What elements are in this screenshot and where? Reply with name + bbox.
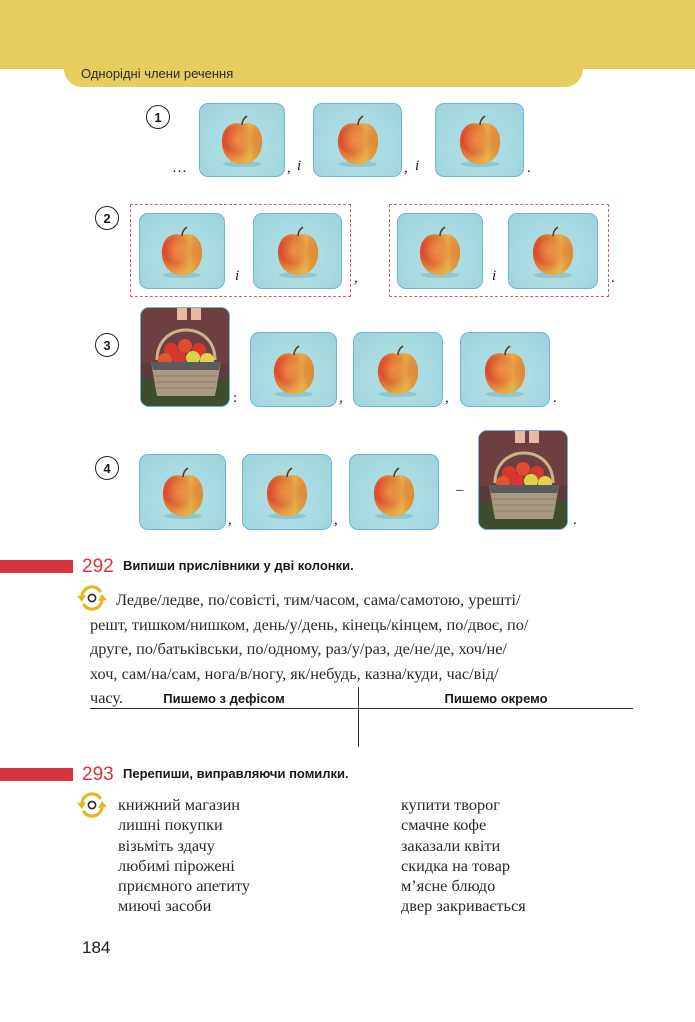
list-item: двер закривається xyxy=(401,896,526,916)
two-column-table xyxy=(90,687,633,747)
apple-card xyxy=(313,103,402,177)
basket-of-apples-icon xyxy=(141,308,230,407)
period: . xyxy=(611,270,615,286)
table-vertical-rule xyxy=(358,687,359,747)
basket-card xyxy=(478,430,568,530)
column-header-hyphenated: Пишемо з дефісом xyxy=(163,691,285,706)
apple-card xyxy=(508,213,598,289)
task-title: Перепиши, виправляючи помилки. xyxy=(123,766,349,781)
list-item: книжний магазин xyxy=(118,795,240,814)
conjunction-i: і xyxy=(297,158,302,174)
scheme-number-3: 3 xyxy=(95,333,119,357)
basket-card xyxy=(140,307,230,407)
comma: , xyxy=(445,390,449,406)
column-header-separate: Пишемо окремо xyxy=(444,691,548,706)
apple-icon xyxy=(271,344,317,398)
apple-card xyxy=(139,454,226,530)
list-item: смачне кофе xyxy=(401,815,487,835)
word-list-right xyxy=(401,795,526,917)
apple-icon xyxy=(530,225,576,279)
task-text-line: Ледве/ледве, по/совісті, тим/часом, сама/самотою, урешті/ xyxy=(116,590,521,609)
apple-icon xyxy=(375,344,421,398)
conjunction-i: і xyxy=(415,158,420,174)
list-item: скидка на товар xyxy=(401,855,510,875)
header-band xyxy=(0,0,695,69)
scheme-number-4: 4 xyxy=(95,456,119,480)
apple-icon xyxy=(482,344,528,398)
scheme-number-1: 1 xyxy=(146,105,170,129)
comma: , xyxy=(339,390,343,406)
period: . xyxy=(553,390,557,406)
apple-card xyxy=(435,103,524,177)
list-item: купити творог xyxy=(401,795,500,814)
apple-icon xyxy=(160,466,206,520)
apple-card xyxy=(242,454,332,530)
comma: , xyxy=(354,270,358,286)
comma: , xyxy=(287,160,291,176)
scheme-number-2: 2 xyxy=(95,206,119,230)
rewrite-icon xyxy=(76,584,108,612)
task-number: 293 xyxy=(82,764,114,785)
task-text-line: решт, тишком/нишком, день/у/день, кінець/кінцем, по/двоє, по/ xyxy=(90,614,529,634)
comma: , xyxy=(228,512,232,528)
conjunction-i: і xyxy=(492,268,497,284)
colon: : xyxy=(233,390,238,406)
basket-of-apples-icon xyxy=(479,431,568,530)
apple-card xyxy=(397,213,483,289)
ellipsis: … xyxy=(172,160,187,176)
comma: , xyxy=(404,160,408,176)
conjunction-i: і xyxy=(235,268,240,284)
apple-card xyxy=(250,332,337,407)
task-title: Випиши прислівники у дві колонки. xyxy=(123,558,354,573)
list-item: лишні покупки xyxy=(118,815,223,835)
period: . xyxy=(527,160,531,176)
dash: – xyxy=(456,482,464,498)
list-item: м’ясне блюдо xyxy=(401,876,496,896)
list-item: візьміть здачу xyxy=(118,835,215,855)
list-item: приємного апетиту xyxy=(118,876,251,896)
apple-icon xyxy=(264,466,310,520)
apple-card xyxy=(253,213,342,289)
apple-card xyxy=(199,103,285,177)
apple-icon xyxy=(417,225,463,279)
comma: , xyxy=(334,512,338,528)
list-item: заказали квіти xyxy=(401,835,501,855)
task-marker-bar xyxy=(0,560,73,573)
apple-card xyxy=(460,332,550,407)
apple-icon xyxy=(371,466,417,520)
apple-card xyxy=(349,454,439,530)
apple-icon xyxy=(335,114,381,168)
task-marker-bar xyxy=(0,768,73,781)
chapter-title: Однорідні члени речення xyxy=(81,66,234,81)
apple-icon xyxy=(219,114,265,168)
task-number: 292 xyxy=(82,556,114,577)
apple-icon xyxy=(159,225,205,279)
apple-icon xyxy=(457,114,503,168)
page-number: 184 xyxy=(82,938,111,957)
period: . xyxy=(573,512,577,528)
apple-card xyxy=(139,213,225,289)
rewrite-icon xyxy=(76,791,108,819)
apple-card xyxy=(353,332,443,407)
task-text-line: друге, по/батьківськи, по/одному, раз/у/раз, де/не/де, хоч/не/ xyxy=(90,639,507,658)
apple-icon xyxy=(275,225,321,279)
table-horizontal-rule xyxy=(90,708,633,709)
list-item: любимі пірожені xyxy=(118,855,235,875)
list-item: миючі засоби xyxy=(118,896,212,916)
task-text-line: хоч, сам/на/сам, нога/в/ногу, як/небудь, казна/куди, час/від/ xyxy=(90,663,499,683)
word-list-left xyxy=(118,795,250,917)
task-text-line: часу. xyxy=(90,688,124,707)
